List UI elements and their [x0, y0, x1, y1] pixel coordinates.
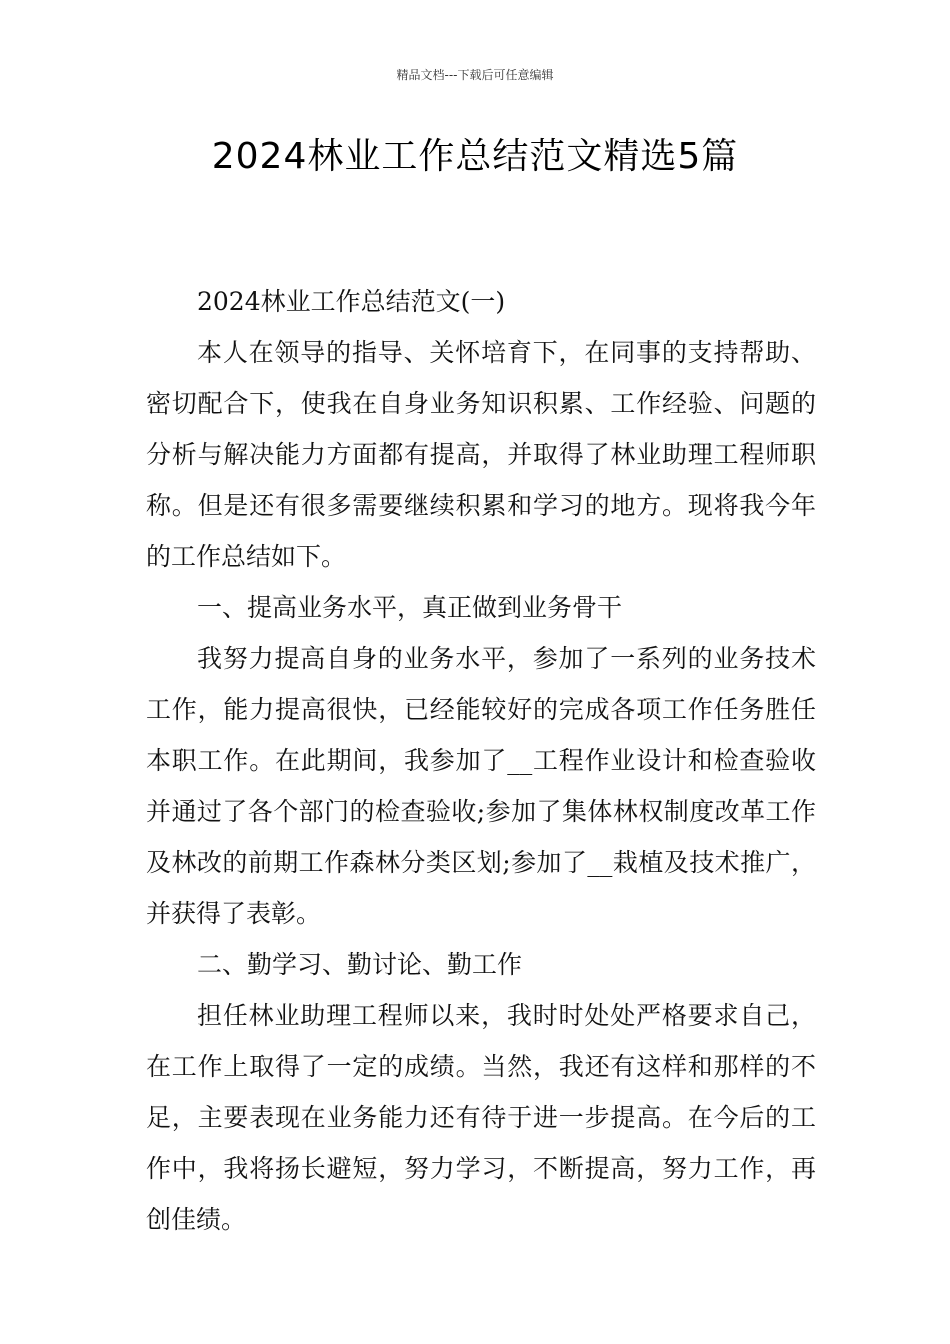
document-body	[146, 276, 816, 1245]
body-paragraph: 担任林业助理工程师以来，我时时处处严格要求自己，在工作上取得了一定的成绩。当然，我还有这样和那样的不足，主要表现在业务能力还有待于进一步提高。在今后的工作中，我将扬长避短，努力学习，不断提高，努力工作，再创佳绩。	[146, 1001, 816, 1234]
section-heading: 一、提高业务水平，真正做到业务骨干	[197, 593, 623, 622]
body-paragraph: 我努力提高自身的业务水平，参加了一系列的业务技术工作，能力提高很快，已经能较好的完成各项工作任务胜任本职工作。在此期间，我参加了__工程作业设计和检查验收并通过了各个部门的检查验收;参加了集体林权制度改革工作及林改的前期工作森林分类区划;参加了__栽植及技术推广，并获得了表彰。	[146, 644, 816, 928]
section-heading: 2024林业工作总结范文(一)	[197, 287, 506, 316]
document-title: 2024林业工作总结范文精选5篇	[211, 136, 739, 177]
body-paragraph: 本人在领导的指导、关怀培育下，在同事的支持帮助、密切配合下，使我在自身业务知识积累、工作经验、问题的分析与解决能力方面都有提高，并取得了林业助理工程师职称。但是还有很多需要继续积累和学习的地方。现将我今年的工作总结如下。	[146, 338, 816, 571]
section-heading: 二、勤学习、勤讨论、勤工作	[197, 950, 523, 979]
header-watermark: 精品文档---下载后可任意编辑	[396, 68, 554, 82]
